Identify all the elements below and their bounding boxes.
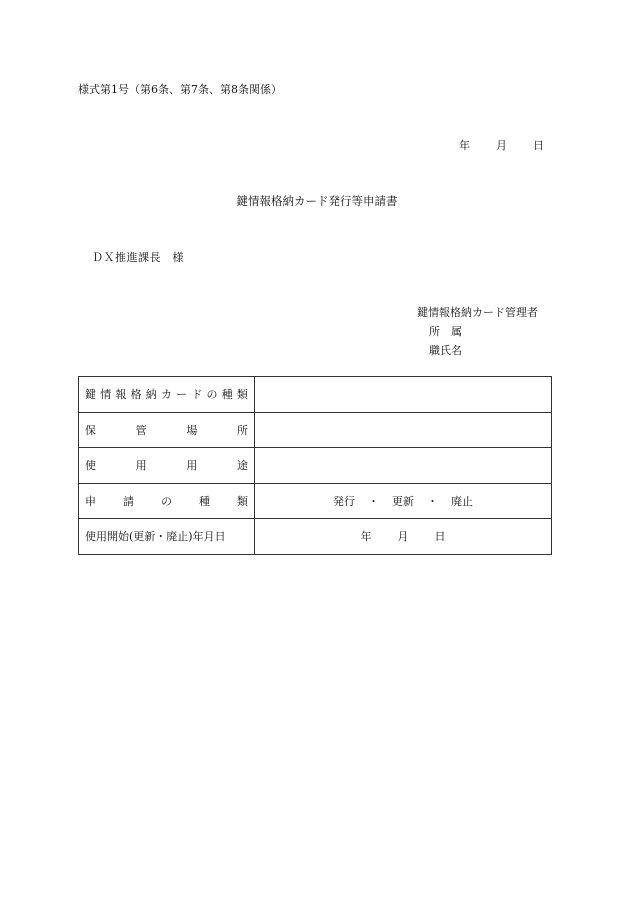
application-table xyxy=(78,376,552,555)
form-number: 様式第1号（第6条、第7条、第8条関係） xyxy=(78,83,282,96)
table-row xyxy=(79,412,552,448)
table-row xyxy=(79,483,552,519)
applicant-block xyxy=(417,303,538,360)
table-row xyxy=(79,519,552,555)
date-day-label: 日 xyxy=(533,139,544,152)
applicant-affiliation-label: 所 属 xyxy=(429,325,462,338)
usage-purpose-label: 使 用 用 途 xyxy=(79,448,255,484)
option-renew[interactable]: 更新 xyxy=(392,494,414,508)
start-date-day: 日 xyxy=(434,530,446,544)
storage-location-value[interactable] xyxy=(255,412,552,448)
start-date-month: 月 xyxy=(397,530,409,544)
document-title: 鍵情報格納カード発行等申請書 xyxy=(236,194,398,208)
application-type-options xyxy=(255,483,552,519)
option-abolish[interactable]: 廃止 xyxy=(451,494,473,508)
start-date-label: 使用開始(更新・廃止)年月日 xyxy=(79,519,255,555)
option-separator: ・ xyxy=(368,494,379,508)
date-month-label: 月 xyxy=(496,139,507,152)
applicant-name-label: 職氏名 xyxy=(429,344,462,357)
option-issue[interactable]: 発行 xyxy=(333,494,355,508)
start-date-year: 年 xyxy=(360,530,372,544)
table-row xyxy=(79,377,552,413)
application-type-label: 申 請 の 種 類 xyxy=(79,483,255,519)
option-separator: ・ xyxy=(427,494,438,508)
table-row xyxy=(79,448,552,484)
addressee: ＤＸ推進課長 様 xyxy=(92,251,184,264)
card-type-label: 鍵 情 報 格 納 カ ー ド の 種 類 xyxy=(79,377,255,413)
card-type-value[interactable] xyxy=(255,377,552,413)
storage-location-label: 保 管 場 所 xyxy=(79,412,255,448)
date-year-label: 年 xyxy=(459,139,470,152)
usage-purpose-value[interactable] xyxy=(255,448,552,484)
applicant-role: 鍵情報格納カード管理者 xyxy=(417,306,538,319)
submission-date xyxy=(459,137,544,153)
start-date-value[interactable] xyxy=(255,519,552,555)
